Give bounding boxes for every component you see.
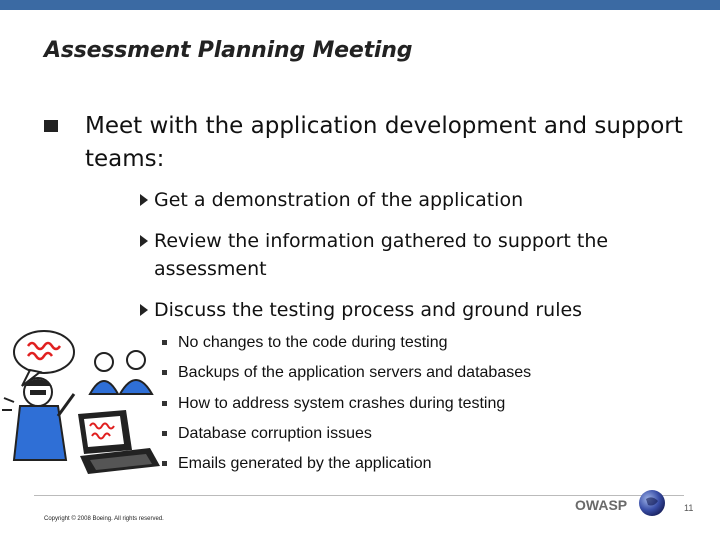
owasp-globe-logo-icon — [638, 489, 666, 517]
page-number: 11 — [684, 503, 694, 513]
rule-item-text: No changes to the code during testing — [178, 334, 448, 351]
triangle-bullet-icon — [140, 304, 148, 316]
sub-bullet-text: Get a demonstration of the application — [154, 189, 524, 211]
square-bullet-icon — [44, 120, 58, 132]
rule-item — [162, 423, 682, 445]
sub-bullet — [140, 296, 700, 324]
triangle-bullet-icon — [140, 194, 148, 206]
rule-item-text: Backups of the application servers and databases — [178, 364, 532, 381]
rule-item-text: How to address system crashes during testing — [178, 395, 506, 412]
sub-bullet — [140, 227, 700, 283]
main-bullet — [44, 110, 684, 176]
meeting-clipart-illustration — [0, 320, 170, 480]
owasp-brand-text: OWASP — [575, 497, 628, 513]
main-bullet-text: Meet with the application development and support teams: — [85, 113, 683, 172]
top-band — [0, 0, 720, 10]
rule-item-text: Database corruption issues — [178, 425, 372, 442]
rule-item — [162, 453, 682, 475]
sub-bullet-text: Review the information gathered to support the assessment — [154, 230, 609, 280]
footer-divider — [34, 495, 684, 496]
rule-item — [162, 332, 682, 354]
rule-item — [162, 393, 682, 415]
sub-bullet-text: Discuss the testing process and ground rules — [154, 299, 583, 321]
slide-title: Assessment Planning Meeting — [44, 38, 413, 63]
rule-item-text: Emails generated by the application — [178, 455, 432, 472]
sub-bullet — [140, 186, 700, 214]
copyright-text: Copyright © 2008 Boeing. All rights reserved. — [44, 516, 164, 522]
triangle-bullet-icon — [140, 235, 148, 247]
rule-item — [162, 362, 682, 384]
